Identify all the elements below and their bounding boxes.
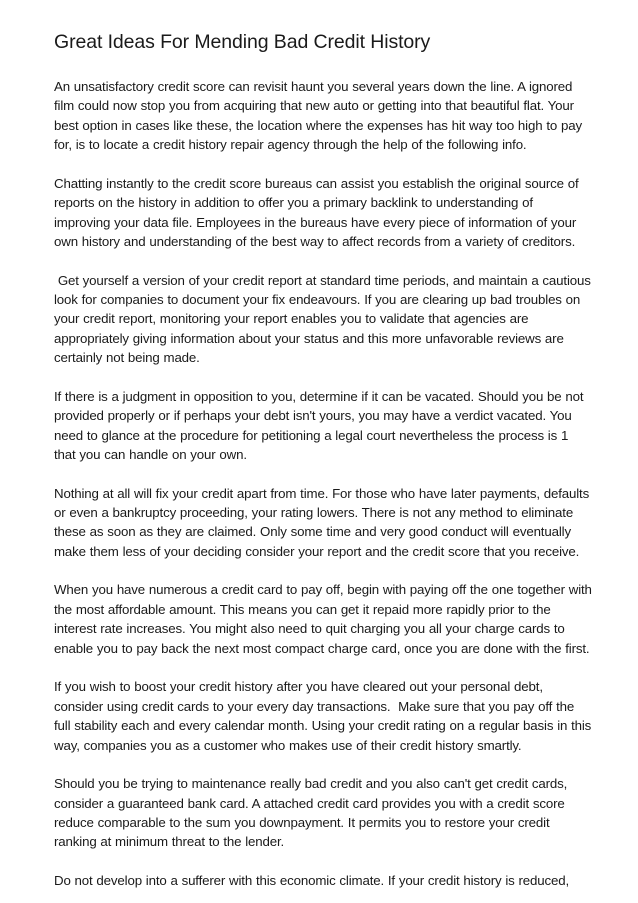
page-title: Great Ideas For Mending Bad Credit History <box>54 31 431 53</box>
paragraph-line: enable you to pay back the next most compact charge card, once you are done with the first. <box>54 640 590 656</box>
paragraph-line: An unsatisfactory credit score can revisit haunt you several years down the line. A ignored <box>54 79 573 94</box>
paragraph-line: these as soon as they are claimed. Only some time and very good conduct will eventually <box>54 524 571 540</box>
paragraph-line: best option in cases like these, the location where the expenses has hit way too high to pay <box>54 117 582 133</box>
paragraph-line: consider a guaranteed bank card. A attached credit card provides you with a credit score <box>54 795 565 811</box>
paragraph-line: Should you be trying to maintenance really bad credit and you also can't get credit cards, <box>54 776 568 792</box>
paragraph-line: for, is to locate a credit history repair agency through the help of the following info. <box>54 137 527 153</box>
paragraph-line: film could now stop you from acquiring that new auto or getting into that beautiful flat. Your <box>54 98 574 114</box>
paragraph-7 <box>54 677 590 755</box>
paragraph-line: Nothing at all will fix your credit apart from time. For those who have later payments, defaults <box>54 485 590 501</box>
paragraph-line: Do not develop into a sufferer with this economic climate. If your credit history is reduced, <box>54 872 570 888</box>
paragraph-9 <box>54 871 590 890</box>
paragraph-line: If there is a judgment in opposition to you, determine if it can be vacated. Should you be not <box>54 388 584 404</box>
paragraph-line: reduce comparable to the sum you downpayment. It permits you to restore your credit <box>54 814 550 830</box>
paragraph-4 <box>54 387 590 465</box>
paragraph-line: need to glance at the procedure for petitioning a legal court nevertheless the process is 1 <box>54 427 569 443</box>
paragraph-line: the most affordable amount. This means you can get it repaid more rapidly prior to the <box>54 601 551 617</box>
paragraph-line: or even a bankruptcy proceeding, your rating lowers. There is not any method to eliminate <box>54 505 574 521</box>
paragraph-1 <box>54 77 590 155</box>
paragraph-line: improving your data file. Employees in the bureaus have every piece of information of your <box>54 214 577 230</box>
paragraph-line: ranking at minimum threat to the lender. <box>54 834 285 850</box>
paragraph-line: Chatting instantly to the credit score bureaus can assist you establish the original source of <box>54 175 579 191</box>
paragraph-line: your credit report, monitoring your report enables you to validate that agencies are <box>54 311 529 327</box>
paragraph-line: look for companies to document your fix endeavours. If you are clearing up bad troubles on <box>54 292 581 308</box>
paragraph-line: own history and understanding of the best way to affect records from a variety of creditors. <box>54 234 576 250</box>
paragraph-line: certainly not being made. <box>54 350 200 366</box>
paragraph-line: If you wish to boost your credit history after you have cleared out your personal debt, <box>54 679 543 695</box>
paragraph-line: When you have numerous a credit card to pay off, begin with paying off the one together with <box>54 582 592 598</box>
paragraph-5 <box>54 484 590 562</box>
paragraph-line: make them less of your deciding consider your report and the credit score that you receive. <box>54 543 580 559</box>
paragraph-line: way, companies you as a customer who makes use of their credit history smartly. <box>54 737 522 753</box>
paragraph-line: full stability each and every calendar month. Using your credit rating on a regular basis in this <box>54 718 592 734</box>
paragraph-2 <box>54 174 590 252</box>
paragraph-line: that you can handle on your own. <box>54 447 247 463</box>
paragraph-6 <box>54 580 590 658</box>
paragraph-3 <box>54 271 590 368</box>
paragraph-line: provided properly or if perhaps your debt isn't yours, you may have a verdict vacated. You <box>54 408 572 424</box>
paragraph-line: consider using credit cards to your every day transactions. Make sure that you pay off the <box>54 698 575 714</box>
paragraph-line: interest rate increases. You might also need to quit charging you all your charge cards to <box>54 621 565 637</box>
paragraph-line: reports on the history in addition to offer you a primary backlink to understanding of <box>54 195 533 211</box>
paragraph-8 <box>54 774 590 852</box>
paragraph-line: appropriately giving information about your status and this more unfavorable reviews are <box>54 330 564 346</box>
paragraph-line: Get yourself a version of your credit report at standard time periods, and maintain a cautious <box>54 272 591 288</box>
